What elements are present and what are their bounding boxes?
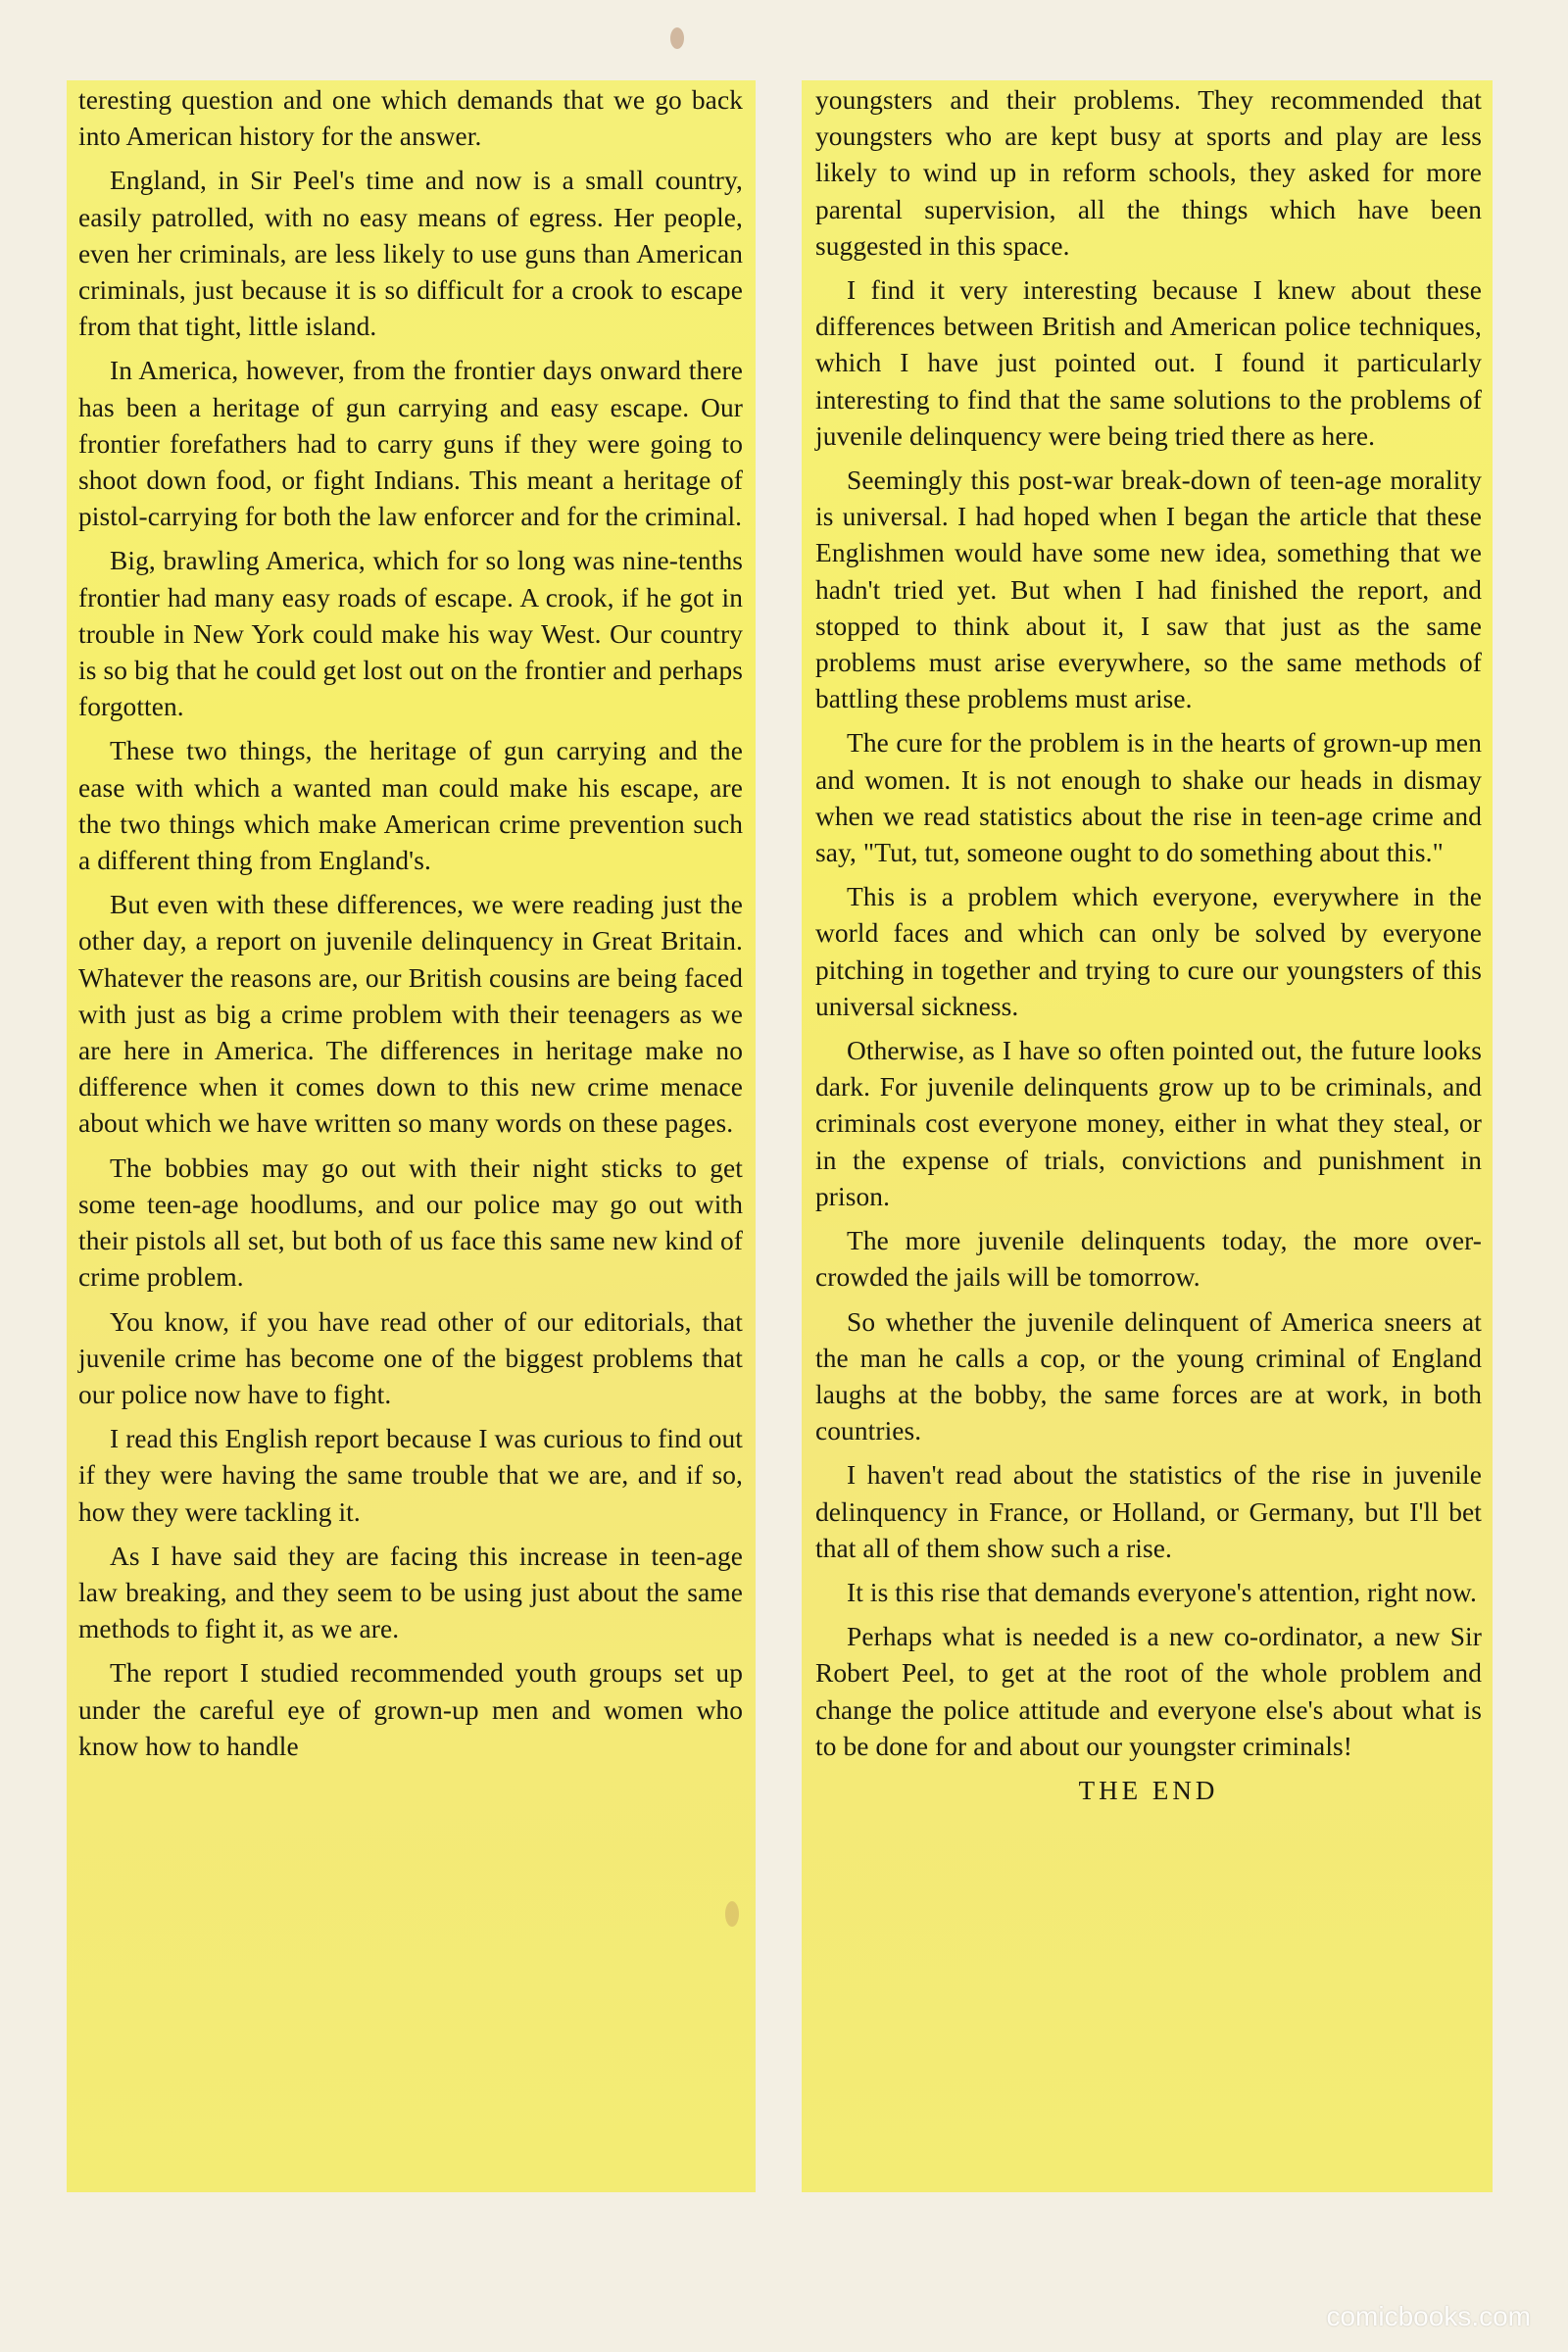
paragraph: I haven't read about the statistics of the rise in juvenile delinquency in France, or Holland, or Germany, but I'll bet that all of them show such a rise. (815, 1460, 1482, 1563)
paragraph: I find it very interesting because I knew about these differences between British and American police techniques, which I have just pointed out. I found it particularly interesting to find that the same solutions to the problems of juvenile delinquency were being tried there as here. (815, 275, 1482, 451)
paragraph: You know, if you have read other of our editorials, that juvenile crime has become one of the biggest problems that our police now have to fight. (78, 1306, 743, 1409)
paragraph: I read this English report because I was curious to find out if they were having the same trouble that we are, and if so, how they were tackling it. (78, 1424, 743, 1527)
paragraph: Otherwise, as I have so often pointed out, the future looks dark. For juvenile delinquents grow up to be criminals, and criminals cost everyone money, either in what they steal, or in the expense of trials, convictions and punishment in prison. (815, 1036, 1482, 1211)
paragraph: This is a problem which everyone, everywhere in the world faces and which can only be solved by everyone pitching in together and trying to cure our youngsters of this universal sickness. (815, 882, 1482, 1021)
left-column (78, 80, 743, 2192)
text-panel-left (67, 80, 756, 2192)
paragraph: In America, however, from the frontier days onward there has been a heritage of gun carrying and easy escape. Our frontier forefathers had to carry guns if they were going to shoot down food, or fight Indians. This meant a heritage of pistol-carrying for both the law enforcer and for the criminal. (78, 356, 743, 532)
paragraph: But even with these differences, we were reading just the other day, a report on juvenile delinquency in Great Britain. Whatever the reasons are, our British cousins are being faced with just as big a crime problem with their teenagers as we are here in America. The differences in heritage make no difference when it comes down to this new crime menace about which we have written so many words on these pages. (78, 890, 743, 1139)
paragraph: Perhaps what is needed is a new co-ordinator, a new Sir Robert Peel, to get at the root of the whole problem and change the police attitude and everyone else's about what is to be done for and about our youngster criminals! (815, 1622, 1482, 1761)
paragraph: Big, brawling America, which for so long was nine-tenths frontier had many easy roads of escape. A crook, if he got in trouble in New York could make his way West. Our country is so big that he could get lost out on the frontier and perhaps forgotten. (78, 546, 743, 722)
paragraph: It is this rise that demands everyone's attention, right now. (847, 1577, 1477, 1607)
paragraph: The report I studied recommended youth groups set up under the careful eye of grown-up men and women who know how to handle (78, 1658, 743, 1761)
paragraph: The cure for the problem is in the hearts of grown-up men and women. It is not enough to shake our heads in dismay when we read statistics about the rise in teen-age crime and say, "Tut, tut, someone ought to do something about this." (815, 728, 1482, 868)
paragraph: Seemingly this post-war break-down of teen-age morality is universal. I had hoped when I began the article that these Englishmen would have some new idea, something that we hadn't tried yet. But when I had finished the report, and stopped to think about it, I saw that just as the same problems must arise everywhere, so the same methods of battling these problems must arise. (815, 466, 1482, 714)
paragraph: England, in Sir Peel's time and now is a small country, easily patrolled, with no easy means of egress. Her people, even her criminals, are less likely to use guns than American criminals, just because it is so difficult for a crook to escape from that tight, little island. (78, 166, 743, 342)
page-stain (670, 27, 684, 49)
paragraph: The bobbies may go out with their night sticks to get some teen-age hoodlums, and our police may go out with their pistols all set, but both of us face this same new kind of crime problem. (78, 1152, 743, 1293)
site-watermark: comicbooks.com (1326, 2301, 1531, 2331)
paragraph: youngsters and their problems. They recommended that youngsters who are kept busy at sports and play are less likely to wind up in reform schools, they asked for more parental supervision, all the things which have been suggested in this space. (815, 85, 1482, 261)
paragraph: As I have said they are facing this increase in teen-age law breaking, and they seem to be using just about the same methods to fight it, as we are. (78, 1541, 743, 1644)
text-panel-right (802, 80, 1493, 2192)
paragraph: So whether the juvenile delinquent of America sneers at the man he calls a cop, or the young criminal of England laughs at the bobby, the same forces are at work, in both countries. (815, 1306, 1482, 1446)
paragraph: The more juvenile delinquents today, the more over-crowded the jails will be tomorrow. (815, 1226, 1482, 1293)
paragraph: teresting question and one which demands that we go back into American history for the answer. (78, 85, 743, 152)
the-end-label: THE END (1078, 1775, 1219, 1805)
page-stain (725, 1901, 739, 1927)
right-column (815, 80, 1482, 2192)
paragraph: These two things, the heritage of gun carrying and the ease with which a wanted man could make his escape, are the two things which make American crime prevention such a different thing from England's. (78, 736, 743, 876)
